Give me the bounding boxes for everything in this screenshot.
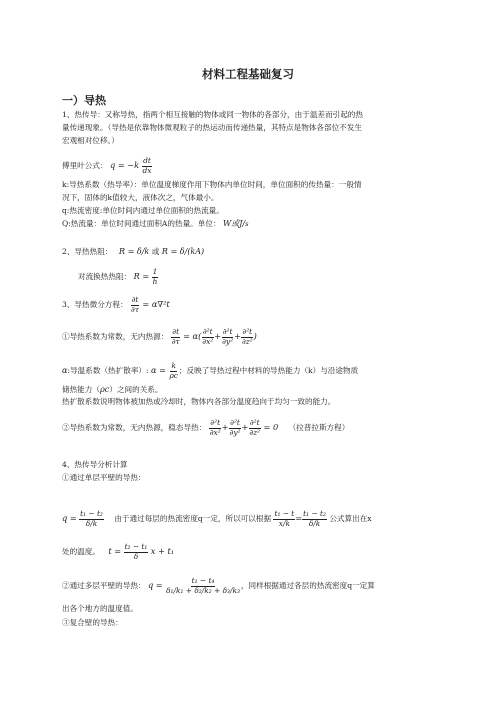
case1-lhs-num: ∂t xyxy=(172,327,180,336)
resistance-k: k xyxy=(144,247,150,256)
multi-q-den: δ₁/k₁ + δ₂/k₂ + δ₃/k₃ xyxy=(166,585,240,595)
temperature-fraction xyxy=(124,543,149,561)
convection-resistance-line xyxy=(78,268,158,286)
ratio-k1: k xyxy=(285,518,290,528)
resistance-delta-a: δ xyxy=(136,247,142,256)
multi-wall-line xyxy=(62,577,375,595)
differential-equation-line xyxy=(62,296,170,314)
multi-wall-line2: 出各个地方的温度值。 xyxy=(62,604,138,613)
laplace-note: （拉普拉斯方程） xyxy=(288,423,350,432)
convection-den: h xyxy=(152,276,158,286)
alpha-eq: α = xyxy=(151,365,167,375)
case2-plus: + xyxy=(241,422,249,432)
ratio-right-den: δ/k xyxy=(308,518,321,528)
case1-line xyxy=(62,328,257,346)
multi-q-lhs: q = xyxy=(147,580,163,590)
case2-term-y xyxy=(229,419,242,437)
resistance-or: 或 xyxy=(151,247,160,256)
case1-term-y xyxy=(221,328,234,346)
case1-lhs xyxy=(171,328,181,346)
single-q-fraction xyxy=(79,510,104,528)
case1-t1d: ∂x² xyxy=(202,336,214,346)
ratio-right-num: t₁ − t₂ xyxy=(303,509,326,518)
fourier-lhs: q = −k xyxy=(109,160,140,170)
composite-wall-heading: ③复合壁的导热： xyxy=(62,618,123,627)
multi-wall-heading: ②通过多层平壁的导热： xyxy=(62,581,146,590)
ratio-left-den: x/k xyxy=(278,518,290,528)
case2-plus: + xyxy=(221,422,229,432)
alpha-den: ρc xyxy=(169,370,178,380)
convection-num: 1 xyxy=(152,267,158,276)
case1-t2d: ∂y² xyxy=(222,336,234,346)
Q-definition-text: Q:热流量：单位时间通过面积A的热量。单位： xyxy=(62,219,221,228)
alpha-definition-line2 xyxy=(62,384,163,396)
resistance-lhs-a: R = xyxy=(118,246,135,256)
section-heading: 一）导热 xyxy=(62,94,106,107)
alpha-fraction xyxy=(168,362,178,380)
Q-definition: Q:热流量：单位时间通过面积A的热量。单位： W或J/s xyxy=(62,219,249,228)
case2-eq0: = 0 xyxy=(263,422,279,432)
ratio-delta: δ xyxy=(308,518,314,528)
thermal-resistance-line: 2、导热热阻： R = δ/k 或 R = δ/(kA) xyxy=(62,246,205,256)
convection-lhs: R = xyxy=(133,271,150,281)
case2-t3n: ∂²t xyxy=(249,418,260,427)
ratio-left xyxy=(273,510,295,528)
single-q-delta: δ xyxy=(85,518,91,528)
ratio-x: x xyxy=(278,518,283,528)
case1-plus: + xyxy=(214,331,222,341)
resistance-delta-b: δ xyxy=(179,247,185,256)
single-wall-text: 由于通过每层的热流密度q一定，所以可以根据 xyxy=(114,514,272,523)
case2-t2d: ∂y² xyxy=(229,427,241,437)
case1-t3d: ∂z² xyxy=(241,336,253,346)
fourier-label-text: 傅里叶公式： xyxy=(62,161,108,170)
alpha-definition-line xyxy=(62,362,358,380)
alpha-line2b: ）之间的关系。 xyxy=(109,385,163,394)
alpha-rho-c: ρc xyxy=(99,384,110,394)
case1-lhs-den: ∂τ xyxy=(171,336,180,346)
case2-term-x xyxy=(209,419,222,437)
diffeq-rhs: = α∇²t xyxy=(142,299,170,309)
single-wall-heading: ①通过单层平壁的导热： xyxy=(62,473,146,482)
ratio-left-num: t₁ − t xyxy=(274,509,295,518)
convection-label: 对流换热热阻： xyxy=(78,272,132,281)
temperature-rhs: x + t₁ xyxy=(150,546,175,556)
resistance-lhs-b: R = xyxy=(161,246,178,256)
case2-line xyxy=(62,419,349,437)
resistance-kA: (kA) xyxy=(187,247,205,256)
case2-t2n: ∂²t xyxy=(230,418,240,427)
case2-term-z xyxy=(248,419,261,437)
case1-t1n: ∂²t xyxy=(202,327,213,336)
multi-q-fraction xyxy=(165,577,241,595)
case2-t3d: ∂z² xyxy=(249,427,261,437)
unit-j: J xyxy=(239,219,243,228)
q-definition: q:热流密度:单位时间内通过单位面积的热流量。 xyxy=(62,206,224,215)
fourier-label xyxy=(62,157,152,175)
page-title: 材料工程基础复习 xyxy=(202,67,294,81)
fourier-den: dx xyxy=(142,165,152,175)
alpha-num: k xyxy=(171,361,176,370)
k-definition-line: 况下，固体的k值较大，液体次之，气体最小。 xyxy=(62,193,219,202)
case1-plus: + xyxy=(234,331,241,341)
multi-wall-tail: ，同样根据通过各层的热流密度q一定算 xyxy=(240,581,375,590)
temperature-lhs: t = xyxy=(108,546,122,556)
temperature-num: t₂ − t₁ xyxy=(124,542,148,551)
ratio-eq: = xyxy=(295,513,303,523)
single-wall-tail: 公式算出在x xyxy=(329,514,372,523)
case2-label: ②导热系数为常数，无内热源，稳态导热： xyxy=(62,423,207,432)
paragraph-line: 量传递现象。（导热是依靠物体微观粒子的热运动而传递热量，其特点是物体各部位不发生 xyxy=(62,123,362,132)
case1-t2n: ∂²t xyxy=(222,327,233,336)
section4-heading: 4、热传导分析计算 xyxy=(62,460,128,469)
k-definition-line: k:导热系数（热导率）：单位温度梯度作用下物体内单位时间，单位面积的传热量：一般情 xyxy=(62,180,362,189)
temperature-line xyxy=(62,543,174,561)
single-q-num: t₁ − t₂ xyxy=(80,509,103,518)
temperature-den: δ xyxy=(133,551,139,561)
case1-term-z xyxy=(241,328,254,346)
diffeq-label: 3、导热微分方程： xyxy=(62,300,128,309)
case2-t1d: ∂x² xyxy=(209,427,221,437)
diffeq-num: ∂t xyxy=(131,295,139,304)
ratio-k2: k xyxy=(315,518,321,528)
case1-t3n: ∂²t xyxy=(242,327,253,336)
alpha-symbol: α xyxy=(62,365,68,375)
case1-term-x xyxy=(201,328,214,346)
alpha-text2: ；反映了导热过程中材料的导热能力（k）与沿途物质 xyxy=(178,366,359,375)
multi-q-num: t₁ − t₄ xyxy=(191,576,215,585)
case2-t1n: ∂²t xyxy=(210,418,221,427)
single-wall-line xyxy=(62,510,372,528)
single-q-den: δ/k xyxy=(85,518,98,528)
alpha-text: :导温系数（热扩散率）: xyxy=(67,366,149,375)
unit-w: W或 xyxy=(222,219,240,228)
ratio-right xyxy=(302,510,327,528)
fourier-num: dt xyxy=(143,156,151,165)
paragraph-line: 宏观相对位移。） xyxy=(62,136,119,145)
single-q-k: k xyxy=(92,518,98,528)
case1-eq: = α( xyxy=(183,331,202,341)
single-q-lhs: q = xyxy=(62,513,77,523)
convection-fraction xyxy=(152,268,159,286)
unit-s: s xyxy=(245,220,249,228)
diffeq-den: ∂τ xyxy=(131,304,139,314)
case1-close: ) xyxy=(253,331,257,341)
fourier-fraction xyxy=(142,157,153,175)
alpha-line2a: 储热能力（ xyxy=(62,385,100,394)
paragraph-line: 1、热传导：又称导热，指两个相互接触的物体或同一物体的各部分，由于温差而引起的热 xyxy=(62,110,363,119)
case1-label: ①导热系数为常数，无内热源： xyxy=(62,332,169,341)
diffeq-fraction xyxy=(130,296,140,314)
alpha-definition-line3: 热扩散系数说明物体被加热或冷却时，物体内各部分温度趋向于均匀一致的能力。 xyxy=(62,397,336,406)
resistance-label: 2、导热热阻： xyxy=(62,247,113,256)
temperature-text: 处的温度。 xyxy=(62,547,100,556)
